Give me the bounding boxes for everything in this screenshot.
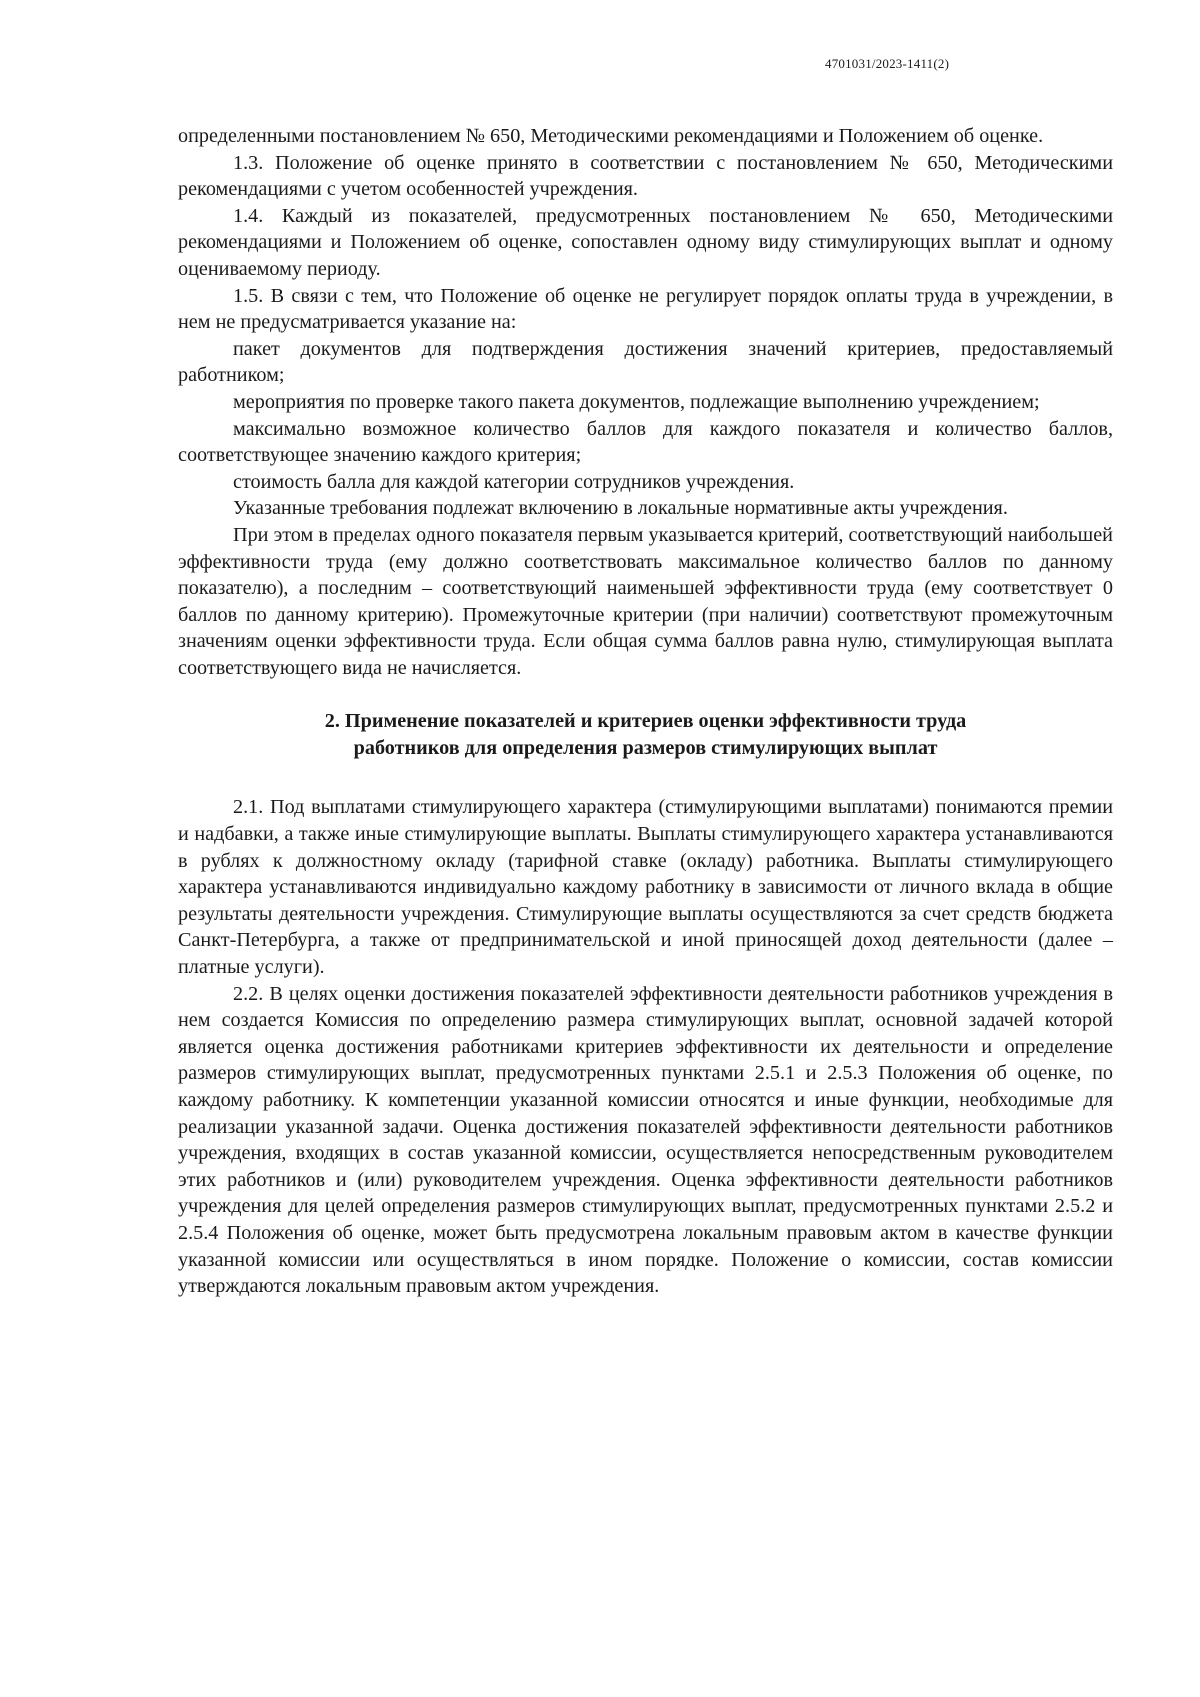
- section-2-title-line-1: 2. Применение показателей и критериев оценки эффективности труда: [324, 710, 967, 733]
- paragraph-2-2: 2.2. В целях оценки достижения показателей эффективности деятельности работников учреждения в нем создается Комиссия по определению размера стимулирующих выплат, основной задачей которой является оценка достижения работниками критериев эффективности их деятельности и определение размеров стимулирующих выплат, предусмотренных пунктами 2.5.1 и 2.5.3 Положения об оценке, по каждому работнику. К компетенции указанной комиссии относятся и иные функции, необходимые для реализации указанной задачи. Оценка достижения показателей эффективности деятельности работников учреждения, входящих в состав указанной комиссии, осуществляется непосредственным руководителем этих работников и (или) руководителем учреждения. Оценка эффективности деятельности работников учреждения для целей определения размеров стимулирующих выплат, предусмотренных пунктами 2.5.2 и 2.5.4 Положения об оценке, может быть предусмотрена локальным правовым актом в качестве функции указанной комиссии или осуществляться в ином порядке. Положение о комиссии, состав комиссии утверждаются локальным правовым актом учреждения.: [178, 982, 1113, 1298]
- section-2-title: [178, 708, 1113, 762]
- paragraph-1-3: 1.3. Положение об оценке принято в соответствии с постановлением № 650, Методическими рекомендациями с учетом особенностей учреждения.: [178, 151, 1113, 201]
- paragraph-continuation: определенными постановлением № 650, Методическими рекомендациями и Положением об оценке.: [178, 125, 1044, 147]
- document-body: [178, 123, 1113, 1300]
- paragraph-criteria-order: При этом в пределах одного показателя первым указывается критерий, соответствующий наибольшей эффективности труда (ему должно соответствовать максимальное количество баллов по данному показателю), а последним – соответствующий наименьшей эффективности труда (ему соответствует 0 баллов по данному критерию). Промежуточные критерии (при наличии) соответствуют промежуточным значениям оценки эффективности труда. Если общая сумма баллов равна нулю, стимулирующая выплата соответствующего вида не начисляется.: [178, 523, 1113, 679]
- paragraph-requirements: Указанные требования подлежат включению в локальные нормативные акты учреждения.: [233, 497, 1008, 520]
- list-item-point-cost: стоимость балла для каждой категории сотрудников учреждения.: [233, 470, 795, 493]
- document-number: 4701031/2023-1411(2): [825, 56, 950, 71]
- paragraph-1-5: 1.5. В связи с тем, что Положение об оценке не регулирует порядок оплаты труда в учреждении, в нем не предусматривается указание на:: [178, 284, 1113, 334]
- list-item-max-points: максимально возможное количество баллов для каждого показателя и количество баллов, соответствующее значению каждого критерия;: [178, 417, 1113, 467]
- list-item-documents-package: пакет документов для подтверждения достижения значений критериев, предоставляемый работником;: [178, 337, 1113, 387]
- paragraph-2-1: 2.1. Под выплатами стимулирующего характера (стимулирующими выплатами) понимаются премии и надбавки, а также иные стимулирующие выплаты. Выплаты стимулирующего характера устанавливаются в рублях к должностному окладу (тарифной ставке (окладу) работника. Выплаты стимулирующего характера устанавливаются индивидуально каждому работнику в зависимости от личного вклада в общие результаты деятельности учреждения. Стимулирующие выплаты осуществляются за счет средств бюджета Санкт-Петербурга, а также от предпринимательской и иной приносящей доход деятельности (далее – платные услуги).: [178, 796, 1113, 979]
- list-item-verification-measures: мероприятия по проверке такого пакета документов, подлежащие выполнению учреждением;: [233, 390, 1040, 413]
- section-2-title-line-2: работников для определения размеров стимулирующих выплат: [353, 737, 938, 760]
- paragraph-1-4: 1.4. Каждый из показателей, предусмотренных постановлением № 650, Методическими рекомендациями и Положением об оценке, сопоставлен одному виду стимулирующих выплат и одному оцениваемому периоду.: [178, 204, 1113, 280]
